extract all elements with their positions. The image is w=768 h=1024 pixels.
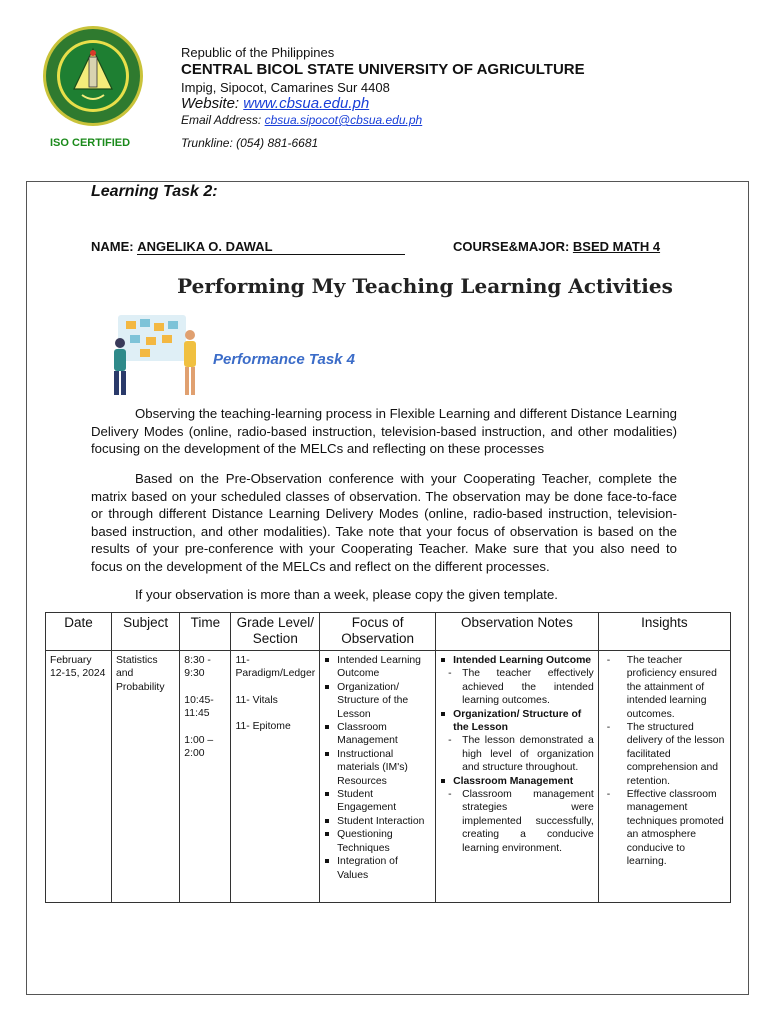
column-header: Date [46,613,112,651]
course-label: COURSE&MAJOR: [453,239,573,254]
focus-item: Instructional materials (IM's) Resources [324,748,431,788]
time-slot: 1:00 – 2:00 [184,734,214,760]
focus-item: Questioning Techniques [324,828,431,855]
focus-item: Classroom Management [324,721,431,748]
column-header: Subject [112,613,180,651]
paragraph-3-text: If your observation is more than a week, please copy the given template. [135,587,558,602]
time-slot: 10:45- 11:45 [184,694,214,720]
website-label: Website: [181,95,244,112]
focus-item: Organization/ Structure of the Lesson [324,681,431,721]
email-line [181,113,422,127]
republic-text: Republic of the Philippines [181,45,335,60]
date-cell: February 12-15, 2024 [46,651,112,903]
email-link[interactable]: cbsua.sipocot@cbsua.edu.ph [264,113,423,127]
note-text: - The lesson demonstrated a high level of organization and structure throughout. [446,734,594,774]
insight-item: - The structured delivery of the lesson facilitated comprehension and retention. [605,721,726,788]
trunkline-text: Trunkline: (054) 881-6681 [181,136,319,150]
column-header: Time [180,613,231,651]
name-label: NAME: [91,239,138,254]
column-header: Observation Notes [436,613,599,651]
paragraph-1-text: Observing the teaching-learning process in Flexible Learning and different Distance Learning Delivery Modes (online, radio-based instruction, television-based instruction, and other modalities) focusing on the development of the MELCs and reflecting on these processes [91,406,677,456]
focus-item: Student Interaction [324,815,431,828]
paragraph-1 [91,405,677,458]
performance-task-label: Performance Task 4 [213,351,356,368]
section-cell [231,651,320,903]
column-header: Focus of Observation [320,613,436,651]
email-label: Email Address: [181,113,265,127]
section-item: 11- Vitals [235,694,278,706]
learning-task-heading: Learning Task 2: [91,183,218,200]
table-header-row [46,613,731,651]
paragraph-3 [91,586,677,604]
course-field [453,239,660,254]
website-link[interactable]: www.cbsua.edu.ph [243,95,370,112]
notes-cell [436,651,599,903]
iso-certified-label: ISO CERTIFIED [50,137,131,149]
course-value: BSED MATH 4 [572,239,661,254]
section-item: 11- Epitome [235,721,291,733]
page-title: Performing My Teaching Learning Activities [177,274,673,298]
note-heading: Organization/ Structure of the Lesson [440,708,594,735]
paragraph-2-text: Based on the Pre-Observation conference with your Cooperating Teacher, complete the matrix based on your scheduled classes of observation. The observation may be done face-to-face or through different Distance Learning Delivery Modes (online, radio-based instruction, television-based instruction, and other modalities). Take note that your focus of observation is based on the results of your pre-conference with your Cooperating Teacher. Make sure that you also need to focus on the development of the MELCs and reflect on the different processes. [91,471,677,574]
focus-cell [320,651,436,903]
focus-item: Integration of Values [324,855,431,882]
section-item: 11- Paradigm/Ledger [235,655,316,680]
note-text: - Classroom management strategies were implemented successfully, creating a conducive learning environment. [446,788,594,855]
focus-item: Intended Learning Outcome [324,654,431,681]
insight-item: - Effective classroom management techniques promoted an atmosphere conducive to learning. [605,788,726,868]
focus-item: Student Engagement [324,788,431,815]
university-name: CENTRAL BICOL STATE UNIVERSITY OF AGRICULTURE [181,61,585,78]
paragraph-2 [91,470,677,575]
university-seal-logo [42,25,144,127]
time-cell [180,651,231,903]
time-slot: 8:30 - 9:30 [184,655,211,680]
column-header: Grade Level/ Section [231,613,320,651]
note-heading: Classroom Management [440,775,594,788]
column-header: Insights [598,613,730,651]
name-value: ANGELIKA O. DAWAL [137,239,273,254]
name-field [91,239,405,255]
note-text: - The teacher effectively achieved the intended learning outcomes. [446,667,594,707]
planning-board-illustration [104,313,206,401]
university-address: Impig, Sipocot, Camarines Sur 4408 [181,80,390,95]
insight-item: - The teacher proficiency ensured the attainment of intended learning outcomes. [605,654,726,721]
website-line [181,95,369,112]
observation-table [45,612,731,903]
insights-cell [598,651,730,903]
note-heading: Intended Learning Outcome [440,654,594,667]
table-row [46,651,731,903]
subject-cell: Statistics and Probability [112,651,180,903]
